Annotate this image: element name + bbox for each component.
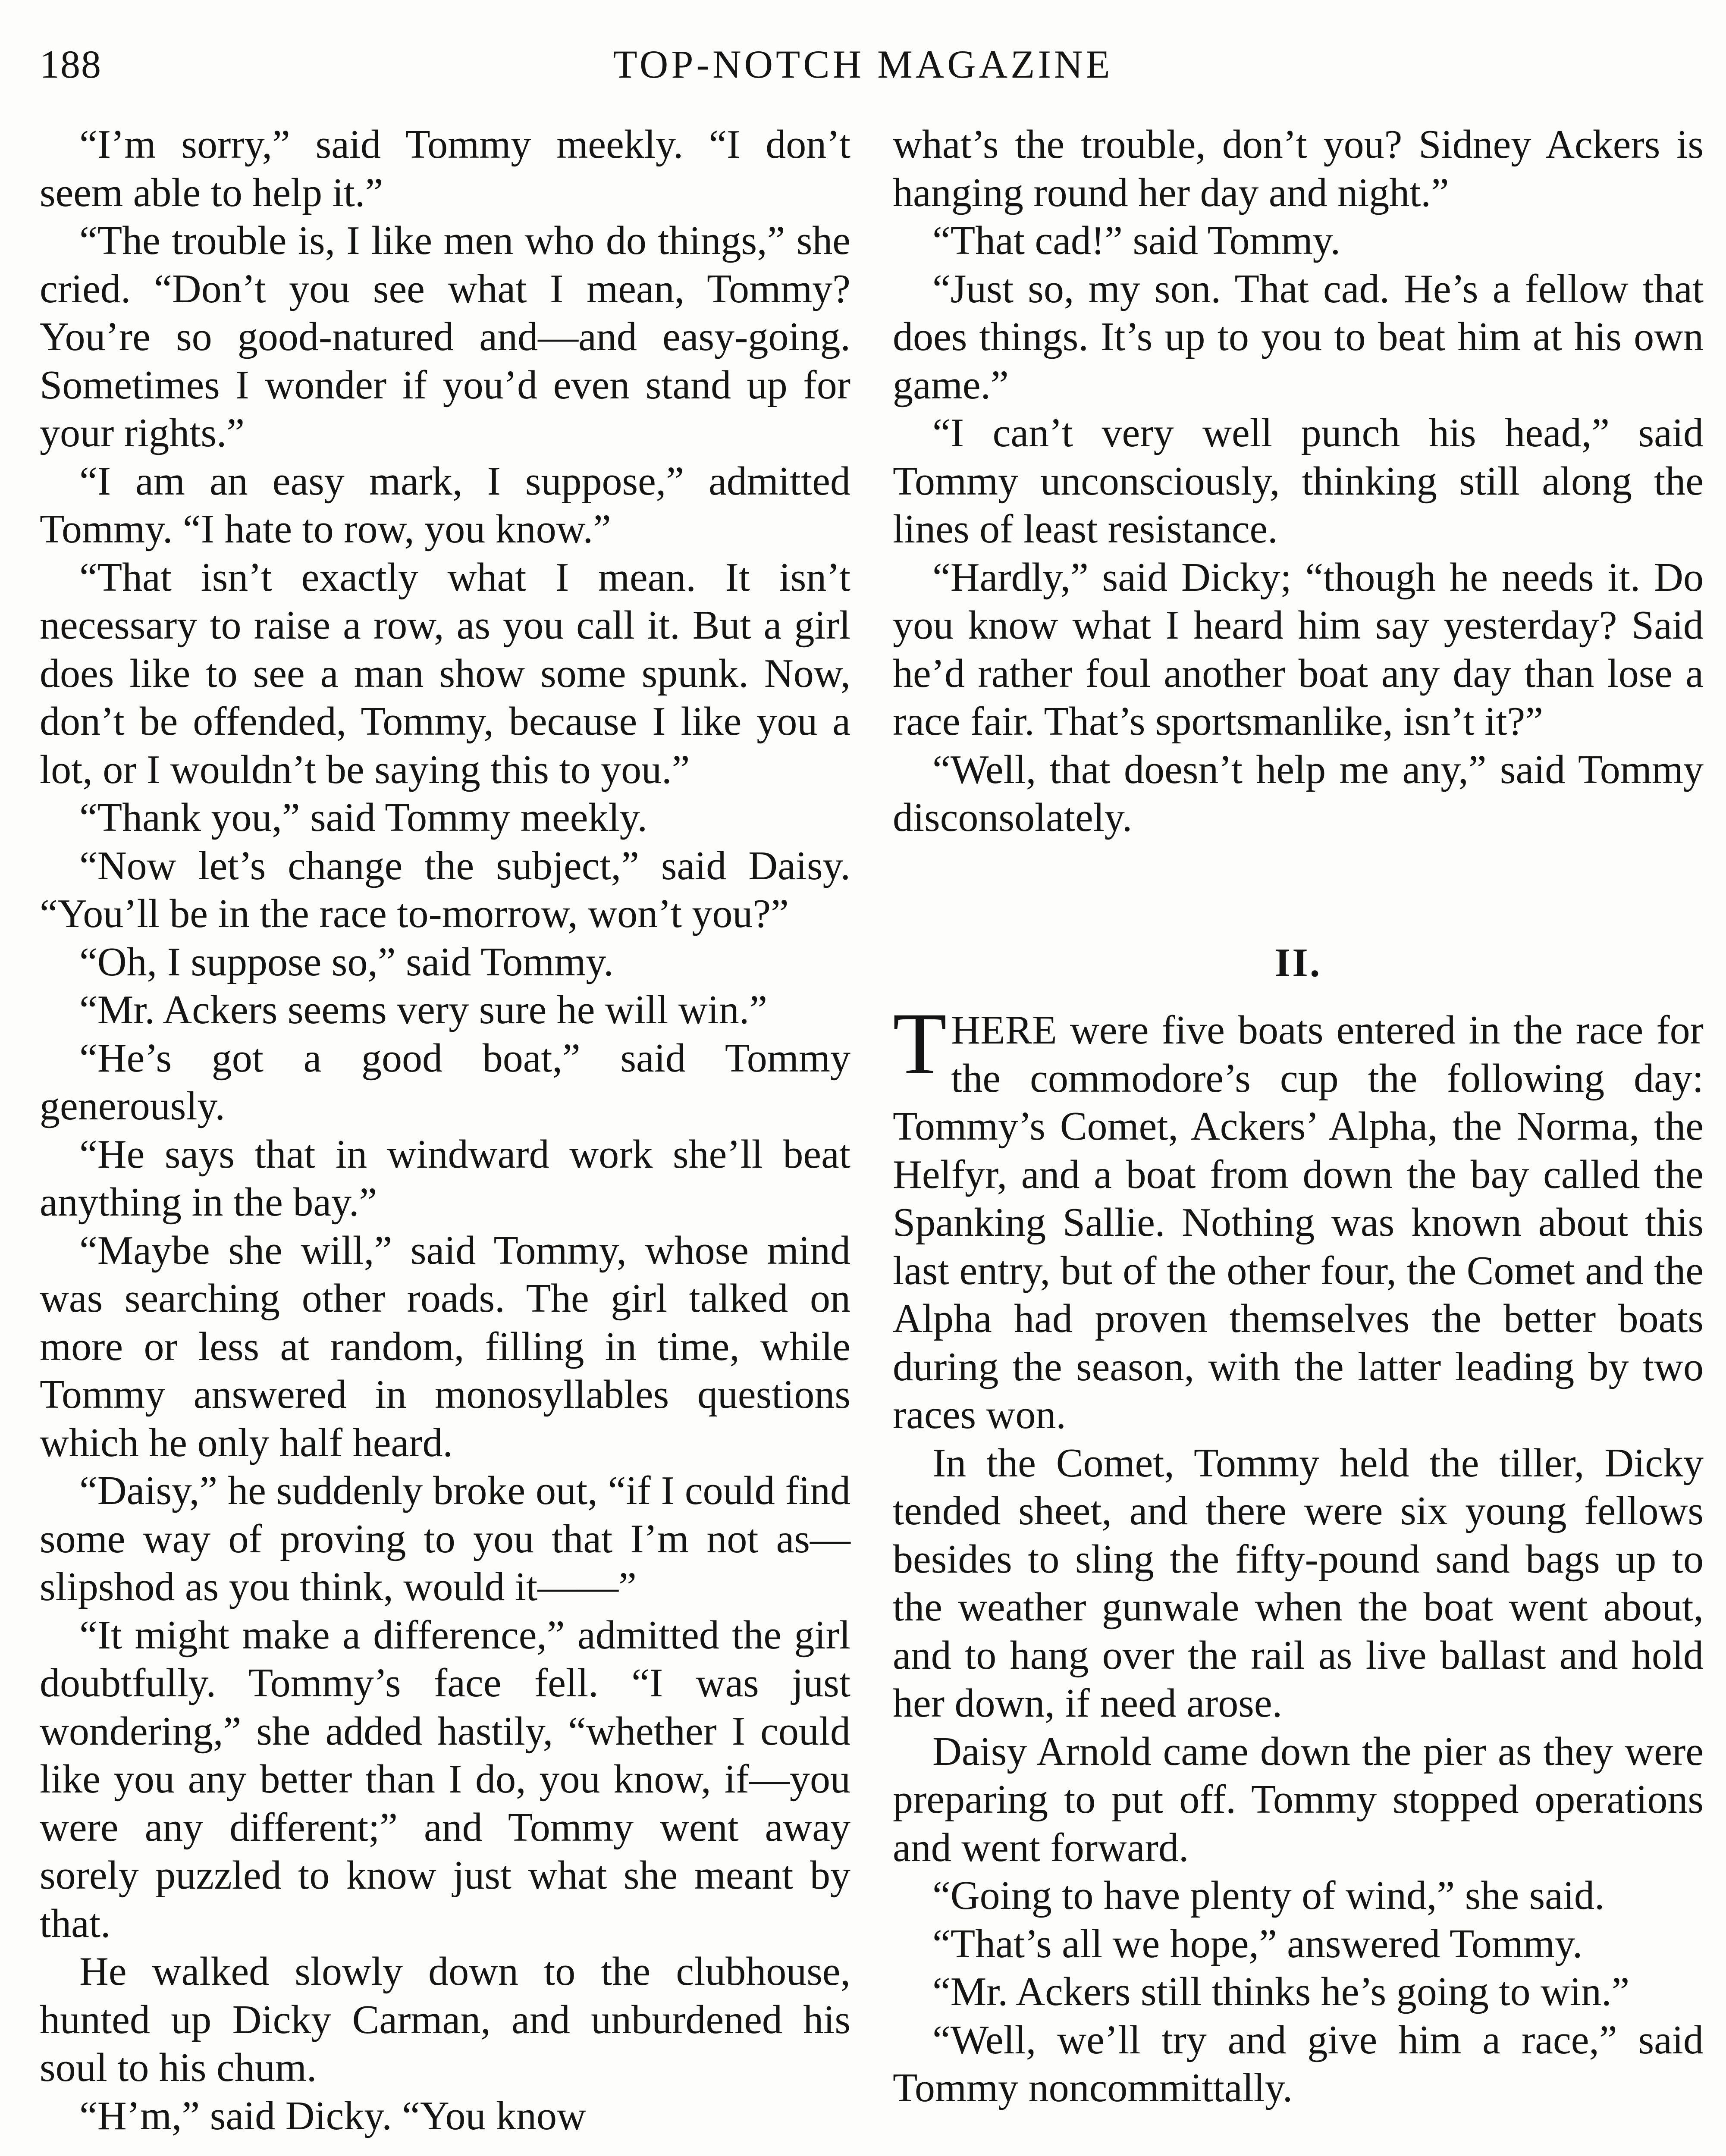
paragraph: “That’s all we hope,” answered Tommy. xyxy=(932,1921,1583,1966)
left-column xyxy=(40,121,850,2140)
paragraph: “Well, we’ll try and give him a race,” said Tommy noncommittally. xyxy=(893,2017,1704,2110)
paragraph: “Thank you,” said Tommy meekly. xyxy=(79,795,647,840)
section-heading: II. xyxy=(1274,940,1322,985)
section-spacer xyxy=(893,987,1704,1006)
dropcap-paragraph-text: HERE were five boats entered in the race for the commodore’s cup the following day: Tommy’s Comet, Ackers’ Alpha, the Norma, the Helfyr, and a boat from down the bay called the Spanking Sallie. Nothing was known about this last entry, but of the other four, the Comet and the Alpha had proven themselves the better boats during the season, with the latter leading by two races won. xyxy=(893,1008,1704,1437)
paragraph: In the Comet, Tommy held the tiller, Dicky tended sheet, and there were six young fellows besides to sling the fifty-pound sand bags up to the weather gunwale when the boat went about, and to hang over the rail as live ballast and hold her down, if need arose. xyxy=(893,1440,1704,1726)
paragraph: “That cad!” said Tommy. xyxy=(932,218,1341,263)
paragraph: “Daisy,” he suddenly broke out, “if I could find some way of proving to you that I’m not as—slipshod as you think, would it——” xyxy=(40,1468,850,1609)
paragraph: “He says that in windward work she’ll beat anything in the bay.” xyxy=(40,1131,850,1225)
paragraph: “H’m,” said Dicky. “You know xyxy=(79,2093,586,2138)
paragraph: “I’m sorry,” said Tommy meekly. “I don’t seem able to help it.” xyxy=(40,122,850,215)
drop-cap: T xyxy=(893,995,947,1093)
section-spacer xyxy=(893,842,1704,939)
paragraph: “Mr. Ackers still thinks he’s going to win.” xyxy=(932,1969,1630,2014)
paragraph: He walked slowly down to the clubhouse, hunted up Dicky Carman, and unburdened his soul to his chum. xyxy=(40,1949,850,2090)
paragraph: “Now let’s change the subject,” said Daisy. “You’ll be in the race to-morrow, won’t you?” xyxy=(40,843,850,936)
paragraph: “Just so, my son. That cad. He’s a fellow that does things. It’s up to you to beat him at his own game.” xyxy=(893,266,1704,407)
page-header xyxy=(40,41,1686,93)
paragraph: “Going to have plenty of wind,” she said. xyxy=(932,1873,1605,1918)
paragraph: “Mr. Ackers seems very sure he will win.” xyxy=(79,987,767,1032)
running-head: TOP-NOTCH MAGAZINE xyxy=(613,42,1113,86)
paragraph: “Maybe she will,” said Tommy, whose mind was searching other roads. The girl talked on more or less at random, filling in time, while Tommy answered in monosyllables questions which he only half heard. xyxy=(40,1228,850,1465)
paragraph: “Hardly,” said Dicky; “though he needs it. Do you know what I heard him say yesterday? Said he’d rather foul another boat any day than lose a race fair. That’s sportsmanlike, isn’t it?” xyxy=(893,555,1704,744)
paragraph: “Well, that doesn’t help me any,” said Tommy disconsolately. xyxy=(893,747,1704,840)
paragraph: “The trouble is, I like men who do things,” she cried. “Don’t you see what I mean, Tommy? You’re so good-natured and—and easy-going. Sometimes I wonder if you’d even stand up for your rights.” xyxy=(40,218,850,455)
paragraph: “He’s got a good boat,” said Tommy generously. xyxy=(40,1035,850,1128)
paragraph: what’s the trouble, don’t you? Sidney Ackers is hanging round her day and night.” xyxy=(893,122,1704,215)
paragraph: “I am an easy mark, I suppose,” admitted Tommy. “I hate to row, you know.” xyxy=(40,458,850,552)
paragraph: “Oh, I suppose so,” said Tommy. xyxy=(79,939,614,984)
dropcap-paragraph xyxy=(893,995,1704,1439)
right-column xyxy=(893,121,1704,2112)
paragraph: “I can’t very well punch his head,” said Tommy unconsciously, thinking still along the lines of least resistance. xyxy=(893,411,1704,552)
paragraph: “It might make a difference,” admitted the girl doubtfully. Tommy’s face fell. “I was just wondering,” she added hastily, “whether I could like you any better than I do, you know, if—you were any different;” and Tommy went away sorely puzzled to know just what she meant by that. xyxy=(40,1612,850,1946)
paragraph: “That isn’t exactly what I mean. It isn’t necessary to raise a row, as you call it. But a girl does like to see a man show some spunk. Now, don’t be offended, Tommy, because I like you a lot, or I wouldn’t be saying this to you.” xyxy=(40,555,850,792)
page-number: 188 xyxy=(40,42,102,86)
paragraph: Daisy Arnold came down the pier as they were preparing to put off. Tommy stopped operations and went forward. xyxy=(893,1729,1704,1870)
